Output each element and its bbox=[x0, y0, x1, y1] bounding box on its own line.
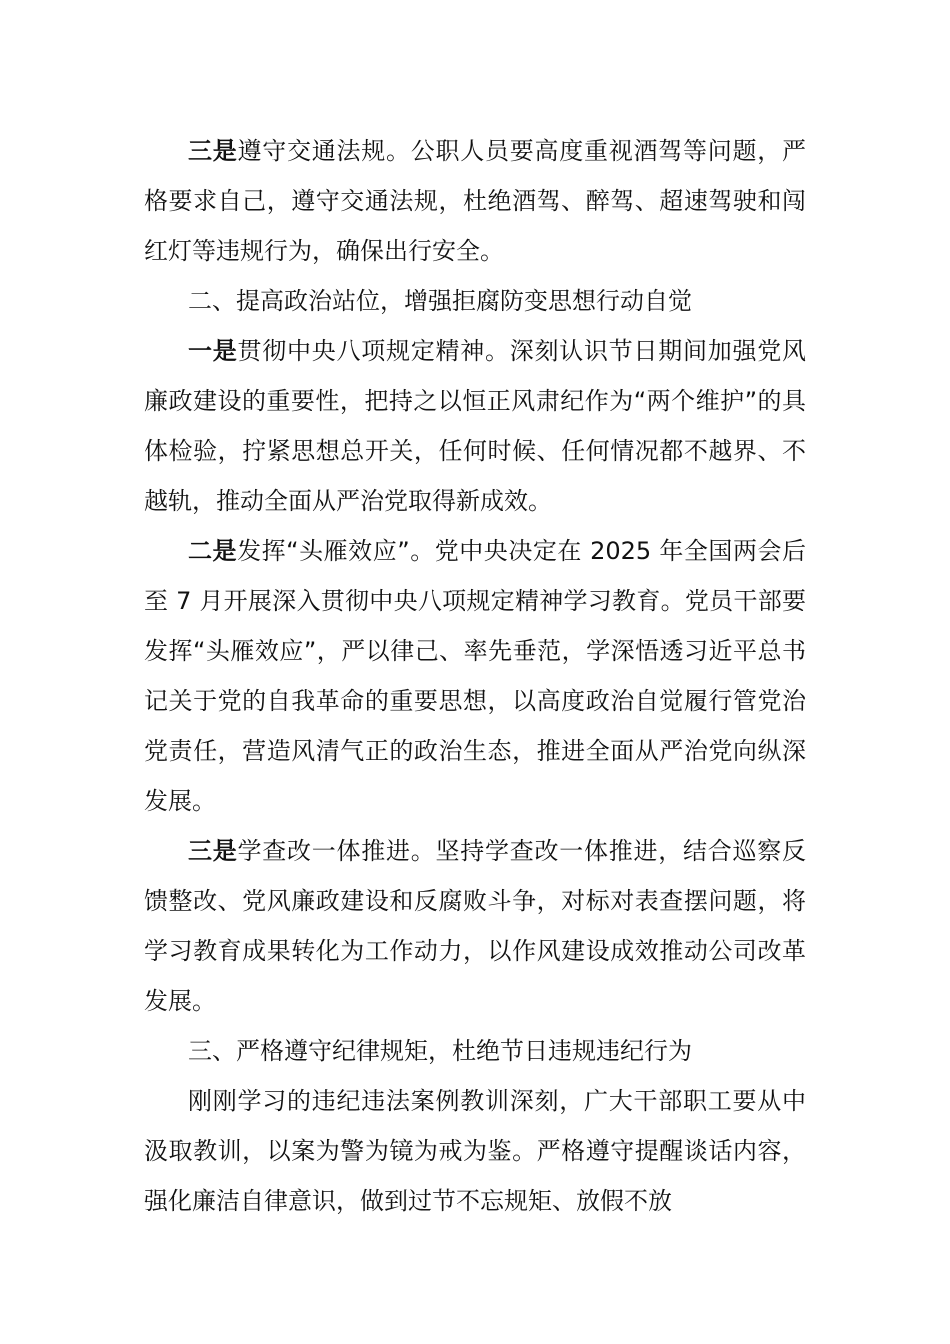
paragraph-1-lead: 三是 bbox=[188, 137, 238, 165]
paragraph-4-text: 发挥“头雁效应”。党中央决定在 2025 年全国两会后至 7 月开展深入贯彻中央八项规定精神学习教育。党员干部要发挥“头雁效应”，严以律己、率先垂范，学深悟透习近平总书记关于党的自我革命的重要思想，以高度政治自觉履行管党治党责任，营造风清气正的政治生态，推进全面从严治党向纵深发展。 bbox=[144, 537, 807, 815]
paragraph-4-lead: 二是 bbox=[188, 537, 238, 565]
document-body bbox=[144, 126, 806, 1226]
paragraph-3 bbox=[144, 326, 806, 526]
section-heading-3-text: 三、严格遵守纪律规矩，杜绝节日违规违纪行为 bbox=[188, 1037, 692, 1065]
paragraph-4 bbox=[144, 526, 806, 826]
paragraph-1-text: 遵守交通法规。公职人员要高度重视酒驾等问题，严格要求自己，遵守交通法规，杜绝酒驾、醉驾、超速驾驶和闯红灯等违规行为，确保出行安全。 bbox=[144, 137, 806, 265]
section-heading-2 bbox=[144, 276, 806, 326]
paragraph-3-text: 贯彻中央八项规定精神。深刻认识节日期间加强党风廉政建设的重要性，把持之以恒正风肃纪作为“两个维护”的具体检验，拧紧思想总开关，任何时候、任何情况都不越界、不越轨，推动全面从严治党取得新成效。 bbox=[144, 337, 806, 515]
paragraph-1 bbox=[144, 126, 806, 276]
paragraph-3-lead: 一是 bbox=[188, 337, 238, 365]
paragraph-5-text: 学查改一体推进。坚持学查改一体推进，结合巡察反馈整改、党风廉政建设和反腐败斗争，对标对表查摆问题，将学习教育成果转化为工作动力，以作风建设成效推动公司改革发展。 bbox=[144, 837, 806, 1015]
section-heading-2-text: 二、提高政治站位，增强拒腐防变思想行动自觉 bbox=[188, 287, 692, 315]
paragraph-7 bbox=[144, 1076, 806, 1226]
paragraph-5-lead: 三是 bbox=[188, 837, 238, 865]
section-heading-3 bbox=[144, 1026, 806, 1076]
paragraph-7-text: 刚刚学习的违纪违法案例教训深刻，广大干部职工要从中汲取教训，以案为警为镜为戒为鉴。严格遵守提醒谈话内容，强化廉洁自律意识，做到过节不忘规矩、放假不放 bbox=[144, 1087, 806, 1215]
paragraph-5 bbox=[144, 826, 806, 1026]
